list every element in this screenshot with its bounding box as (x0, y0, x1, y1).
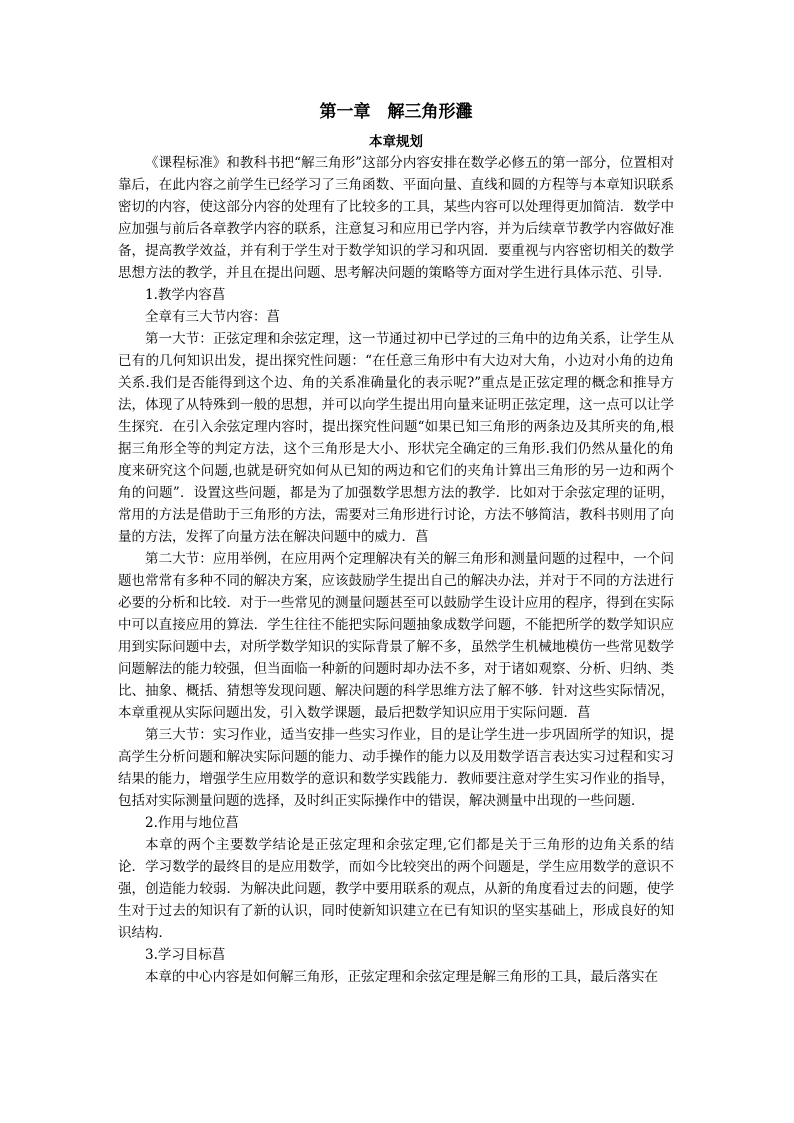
goals-paragraph: 本章的中心内容是如何解三角形，正弦定理和余弦定理是解三角形的工具，最后落实在 (145, 969, 658, 985)
section-one-paragraph: 第一大节：正弦定理和余弦定理，这一节通过初中已学过的三角中的边角关系，让学生从已有的几何知识出发，提出探究性问题：“在任意三角形中有大边对大角，小边对小角的边角关系.我们是否能得到这个边、角的关系准确量化的表示呢?”重点是正弦定理的概念和推导方法，体现了从特殊到一般的思想，并可以向学生提出用向量来证明正弦定理，这一点可以让学生探究．在引入余弦定理内容时，提出探究性问题“如果已知三角形的两条边及其所夹的角,根据三角形全等的判定方法，这个三角形是大小、形状完全确定的三角形.我们仍然从量化的角度来研究这个问题,也就是研究如何从已知的两边和它们的夹角计算出三角形的另一边和两个角的问题”．设置这些问题，都是为了加强数学思想方法的教学．比如对于余弦定理的证明，常用的方法是借助于三角形的方法，需要对三角形进行讨论，方法不够简洁，教科书则用了向量的方法，发挥了向量方法在解决问题中的威力．菖 (118, 331, 674, 545)
section-two-paragraph: 第二大节：应用举例，在应用两个定理解决有关的解三角形和测量问题的过程中，一个问题也常常有多种不同的解决方案，应该鼓励学生提出自己的解决办法，并对于不同的方法进行必要的分析和比较．对于一些常见的测量问题甚至可以鼓励学生设计应用的程序，得到在实际中可以直接应用的算法．学生往往不能把实际问题抽象成数学问题，不能把所学的数学知识应用到实际问题中去，对所学数学知识的实际背景了解不多，虽然学生机械地模仿一些常见数学问题解法的能力较强，但当面临一种新的问题时却办法不多，对于诸如观察、分析、归纳、类比、抽象、概括、猜想等发现问题、解决问题的科学思维方法了解不够．针对这些实际情况，本章重视从实际问题出发，引入数学课题，最后把数学知识应用于实际问题．菖 (118, 551, 674, 721)
heading-learning-goals: 3.学习目标菖 (145, 947, 226, 963)
section-three-paragraph: 第三大节：实习作业，适当安排一些实习作业，目的是让学生进一步巩固所学的知识，提高学生分析问题和解决实际问题的能力、动手操作的能力以及用数学语言表达实习过程和实习结果的能力，增强学生应用数学的意识和数学实践能力．教师要注意对学生实习作业的指导，包括对实际测量问题的选择，及时纠正实际操作中的错误，解决测量中出现的一些问题． (118, 727, 674, 809)
content-overview: 全章有三大节内容：菖 (145, 309, 280, 325)
heading-role-and-status: 2.作用与地位菖 (145, 815, 239, 831)
role-paragraph: 本章的两个主要数学结论是正弦定理和余弦定理,它们都是关于三角形的边角关系的结论．学习数学的最终目的是应用数学，而如今比较突出的两个问题是，学生应用数学的意识不强，创造能力较弱．为解决此问题，教学中要用联系的观点，从新的角度看过去的问题，使学生对于过去的知识有了新的认识，同时使新知识建立在已有知识的坚实基础上，形成良好的知识结构． (118, 837, 674, 941)
section-subtitle: 本章规划 (369, 134, 423, 150)
chapter-title: 第一章 解三角形灉 (319, 102, 473, 122)
heading-teaching-content: 1.教学内容菖 (145, 287, 226, 303)
intro-paragraph: 《课程标准》和教科书把“解三角形”这部分内容安排在数学必修五的第一部分，位置相对靠后，在此内容之前学生已经学习了三角函数、平面向量、直线和圆的方程等与本章知识联系密切的内容，使这部分内容的处理有了比较多的工具，某些内容可以处理得更加简洁．数学中应加强与前后各章教学内容的联系，注意复习和应用已学内容，并为后续章节教学内容做好准备，提高教学效益，并有利于学生对于数学知识的学习和巩固．要重视与内容密切相关的数学思想方法的教学，并且在提出问题、思考解决问题的策略等方面对学生进行具体示范、引导． (118, 155, 674, 281)
document-page (118, 100, 674, 988)
